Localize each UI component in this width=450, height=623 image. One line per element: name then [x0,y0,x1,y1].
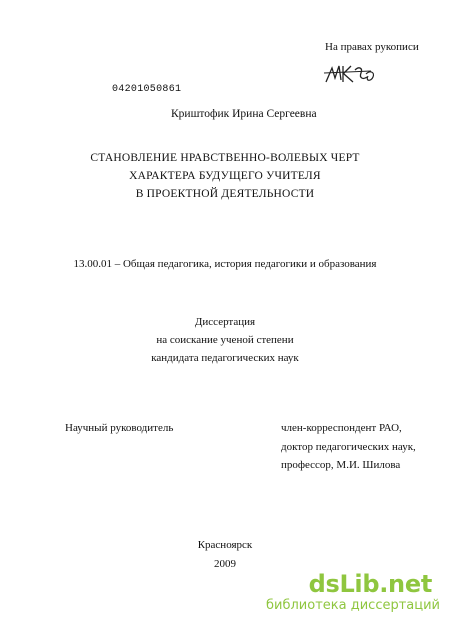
handwritten-signature [323,60,379,88]
thesis-title-line-3: В ПРОЕКТНОЙ ДЕЯТЕЛЬНОСТИ [135,188,315,200]
supervisor-detail-1: член-корреспондент РАО, [281,422,402,434]
supervisor-detail-2: доктор педагогических наук, [281,441,416,453]
document-code: 04201050861 [112,84,182,95]
degree-line-3: кандидата педагогических наук [151,352,299,364]
specialty-code: 13.00.01 – Общая педагогика, история педагогики и образования [73,258,377,270]
supervisor-detail-3: профессор, М.И. Шилова [281,459,401,471]
watermark-caption: библиотека диссертаций [266,598,440,613]
thesis-title-line-1: СТАНОВЛЕНИЕ НРАВСТВЕННО-ВОЛЕВЫХ ЧЕРТ [90,152,360,164]
rights-note: На правах рукописи [325,41,419,53]
thesis-title-line-2: ХАРАКТЕРА БУДУЩЕГО УЧИТЕЛЯ [129,170,321,182]
year: 2009 [214,558,236,570]
degree-line-2: на соискание ученой степени [156,334,294,346]
watermark-logo: dsLib.net [308,570,432,598]
supervisor-label: Научный руководитель [65,422,174,434]
author-name: Криштофик Ирина Сергеевна [171,108,317,120]
degree-line-1: Диссертация [194,316,256,328]
city: Красноярск [197,539,253,551]
